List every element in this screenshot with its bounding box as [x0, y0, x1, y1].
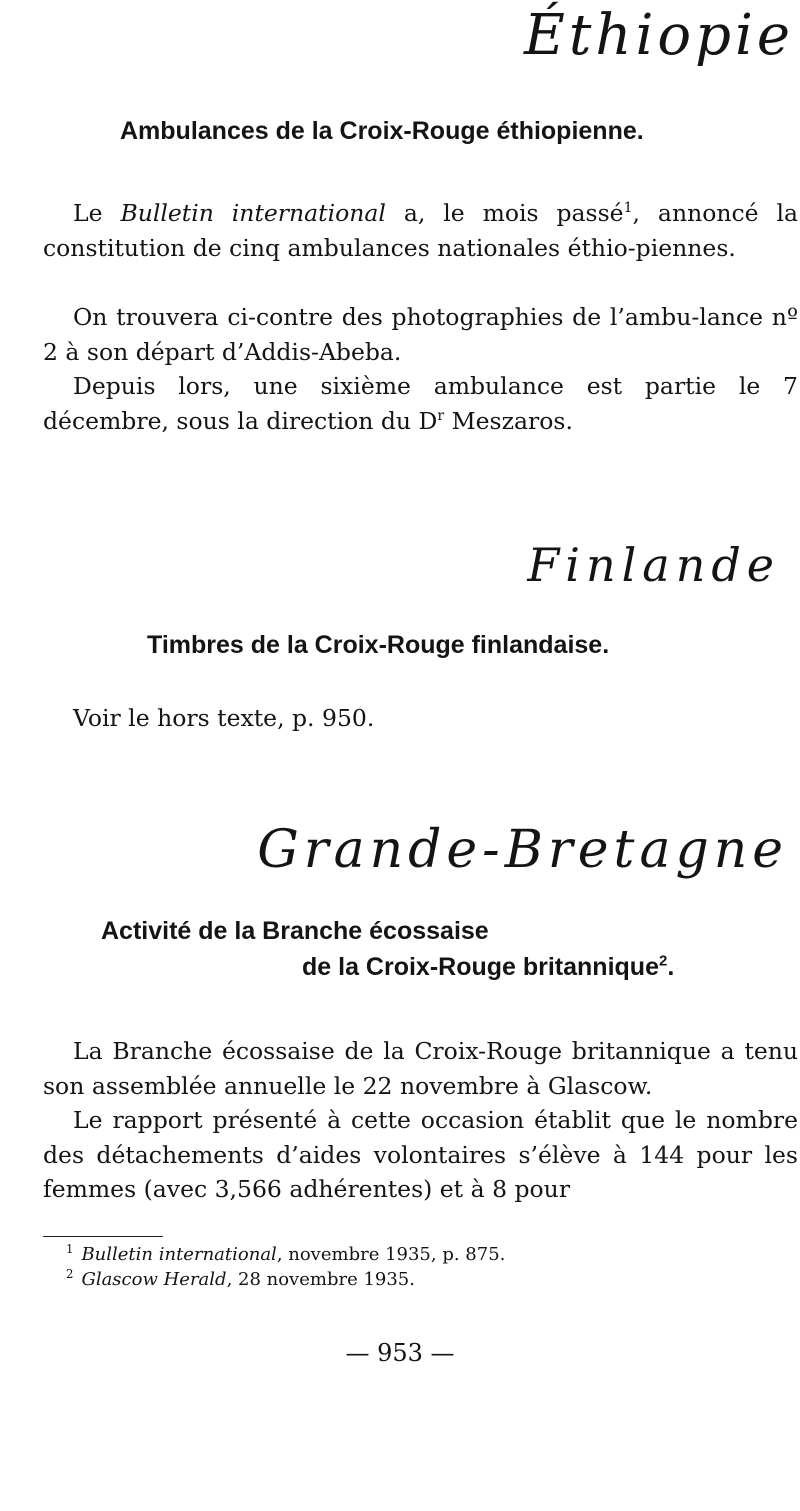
footnote-text: , 28 novembre 1935. — [226, 1269, 415, 1290]
heading-period: . — [667, 953, 675, 981]
section-heading-gb-line1: Activité de la Branche écossaise — [101, 917, 489, 945]
footnote-divider — [43, 1236, 163, 1237]
footnote-mark: 1 — [66, 1242, 74, 1256]
text-run: Meszaros. — [444, 406, 573, 435]
paragraph-gb-1: La Branche écossaise de la Croix-Rouge britannique a tenu son assemblée annuelle le 22 novembre à Glascow. — [43, 1037, 798, 1100]
text-run: , annoncé la constitution de cinq ambulances nationales éthio-piennes. — [43, 199, 798, 262]
superscript-r: r — [437, 407, 445, 424]
paragraph-ethiopie-3 — [43, 369, 798, 438]
heading-text: de la Croix-Rouge britannique — [302, 953, 659, 981]
paragraph-ethiopie-1 — [43, 196, 798, 265]
section-heading-finlande: Timbres de la Croix-Rouge finlandaise. — [147, 631, 610, 659]
text-run: a, le mois passé — [385, 199, 624, 227]
country-title-ethiopie: Éthiopie — [524, 3, 794, 68]
section-heading-gb-line2 — [302, 949, 674, 985]
footnote-ref-1: 1 — [623, 200, 633, 217]
paragraph-gb-2: Le rapport présenté à cette occasion établit que le nombre des détachements d’aides volontaires s’élève à 144 pour les femmes (avec 3,566 adhérentes) et à 8 pour — [43, 1106, 798, 1203]
footnote-mark: 2 — [66, 1267, 74, 1281]
paragraph-ethiopie-2: On trouvera ci-contre des photographies de l’ambu-lance nº 2 à son départ d’Addis-Abeba. — [43, 303, 798, 366]
footnote-italic-title: Glascow Herald — [81, 1269, 227, 1290]
footnote-italic-title: Bulletin international — [81, 1244, 277, 1265]
footnote-1 — [66, 1243, 505, 1267]
text-run: Le — [73, 199, 121, 227]
italic-title: Bulletin international — [120, 199, 386, 227]
footnote-text: , novembre 1935, p. 875. — [276, 1244, 506, 1265]
footnote-ref-2: 2 — [658, 952, 668, 970]
page-number: — 953 — — [345, 1339, 455, 1367]
paragraph-finlande-1: Voir le hors texte, p. 950. — [73, 704, 375, 732]
country-title-grande-bretagne: Grande-Bretagne — [257, 820, 788, 880]
section-heading-ethiopie: Ambulances de la Croix-Rouge éthiopienne. — [120, 117, 644, 145]
text-run: Depuis lors, une sixième ambulance est partie le 7 décembre, sous la direction du D — [43, 372, 798, 435]
country-title-finlande: Finlande — [527, 538, 780, 592]
footnote-2 — [66, 1268, 415, 1292]
